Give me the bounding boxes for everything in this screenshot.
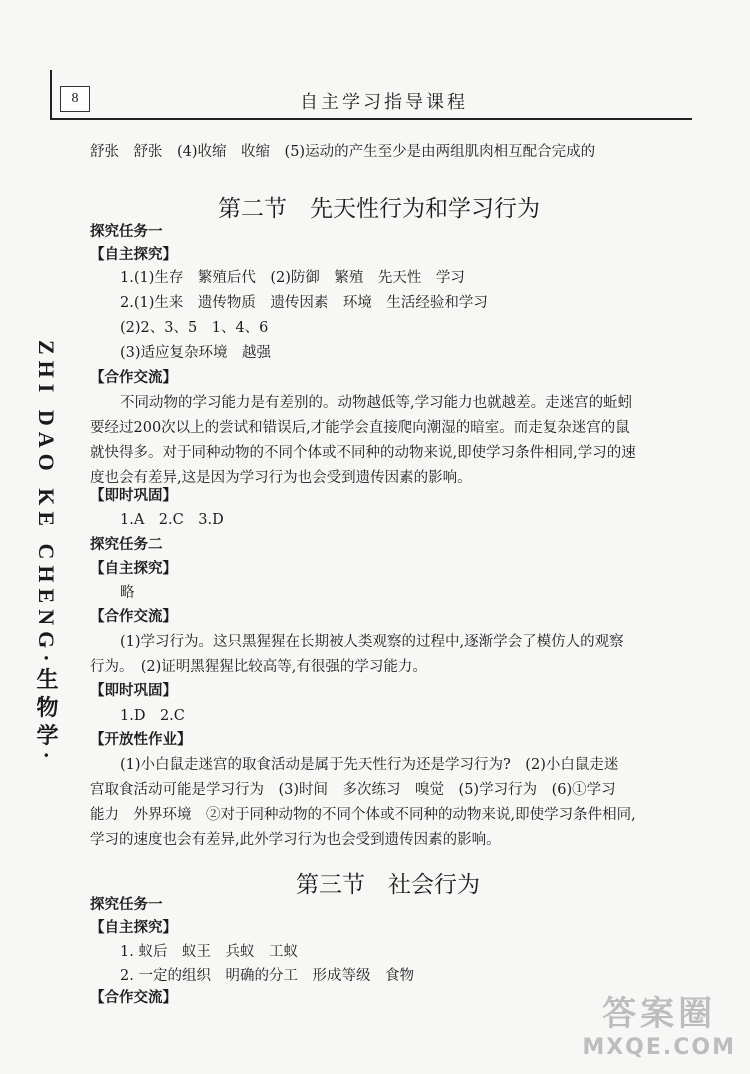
s3-task1-self-explore-line: 2. 一定的组织 明确的分工 形成等级 食物: [120, 968, 414, 984]
s2-task2-consolidate-answers: 1.D 2.C: [120, 708, 185, 724]
s2-task2-open-label: 【开放性作业】: [90, 732, 192, 748]
s2-task2-consolidate-label: 【即时巩固】: [90, 683, 177, 699]
header-vertical-rule: [50, 70, 52, 120]
s2-task1-self-explore-line: 2.(1)生来 遗传物质 遗传因素 环境 生活经验和学习: [120, 295, 488, 311]
s2-task1-coop-label: 【合作交流】: [90, 370, 177, 386]
s2-task1-label: 探究任务一: [90, 224, 163, 240]
page-number: 8: [60, 86, 90, 112]
s2-task2-self-explore-label: 【自主探究】: [90, 561, 177, 577]
intro-line: 舒张 舒张 (4)收缩 收缩 (5)运动的产生至少是由两组肌肉相互配合完成的: [90, 144, 596, 160]
s2-task2-open-line: 宫取食活动可能是学习行为 (3)时间 多次练习 嗅觉 (5)学习行为 (6)①学习: [90, 782, 616, 798]
watermark-logo: [582, 986, 736, 1060]
s2-task2-open-line: 能力 外界环境 ②对于同种动物的不同个体或不同种的动物来说,即使学习条件相同,: [90, 807, 636, 823]
section2-title: 第二节 先天性行为和学习行为: [218, 196, 540, 222]
s2-task1-coop-line: 就快得多。对于同种动物的不同个体或不同种的动物来说,即使学习条件相同,学习的速: [90, 445, 636, 461]
side-vertical-text: ZHI DAO KE CHENG·生物学·: [34, 340, 59, 765]
s3-task1-coop-label: 【合作交流】: [90, 990, 177, 1006]
header-rule: [52, 118, 692, 120]
s2-task2-self-explore-text: 略: [120, 585, 135, 601]
s2-task1-coop-line: 不同动物的学习能力是有差别的。动物越低等,学习能力也就越差。走迷宫的蚯蚓: [120, 395, 633, 411]
s2-task1-self-explore-line: 1.(1)生存 繁殖后代 (2)防御 繁殖 先天性 学习: [120, 270, 465, 286]
s2-task2-label: 探究任务二: [90, 537, 163, 553]
s2-task1-coop-line: 要经过200次以上的尝试和错误后,才能学会直接爬向潮湿的暗室。而走复杂迷宫的鼠: [90, 420, 630, 436]
section3-title: 第三节 社会行为: [296, 872, 480, 898]
watermark-top-text: 答案圈: [602, 994, 717, 1034]
s2-task1-self-explore-line: (3)适应复杂环境 越强: [120, 345, 272, 361]
s2-task2-coop-line: (1)学习行为。这只黑猩猩在长期被人类观察的过程中,逐渐学会了模仿人的观察: [120, 634, 624, 650]
s3-task1-self-explore-line: 1. 蚁后 蚁王 兵蚁 工蚁: [120, 944, 298, 960]
watermark-bottom-text: MXQE.COM: [582, 1035, 736, 1060]
header-title: 自主学习指导课程: [300, 92, 468, 113]
s2-task1-consolidate-label: 【即时巩固】: [90, 488, 177, 504]
s2-task2-coop-line: 行为。 (2)证明黑猩猩比较高等,有很强的学习能力。: [90, 659, 427, 675]
s2-task1-consolidate-answers: 1.A 2.C 3.D: [120, 512, 224, 528]
s2-task2-coop-label: 【合作交流】: [90, 609, 177, 625]
s2-task1-self-explore-line: (2)2、3、5 1、4、6: [120, 320, 269, 336]
s3-task1-self-explore-label: 【自主探究】: [90, 920, 177, 936]
s3-task1-label: 探究任务一: [90, 897, 163, 913]
s2-task2-open-line: (1)小白鼠走迷宫的取食活动是属于先天性行为还是学习行为? (2)小白鼠走迷: [120, 757, 619, 773]
s2-task1-coop-line: 度也会有差异,这是因为学习行为也会受到遗传因素的影响。: [90, 470, 472, 486]
s2-task1-self-explore-label: 【自主探究】: [90, 247, 177, 263]
s2-task2-open-line: 学习的速度也会有差异,此外学习行为也会受到遗传因素的影响。: [90, 832, 501, 848]
